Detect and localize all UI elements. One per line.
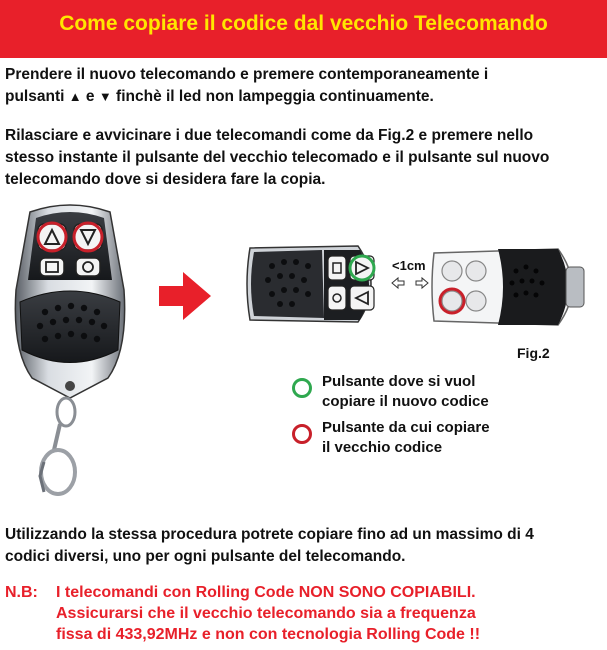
legend-green	[292, 372, 489, 412]
intro-line-2b: finchè il led non lampeggia continuamente.	[116, 88, 434, 105]
old-remote-image	[428, 243, 588, 331]
new-remote-side-image	[238, 238, 388, 330]
legend-red-line-1: Pulsante da cui copiare	[322, 419, 490, 436]
red-circle-icon	[292, 424, 312, 444]
instructions-line-2: stesso instante il pulsante del vecchio telecomado e il pulsante sul nuovo	[5, 149, 550, 166]
note-line-1: I telecomandi con Rolling Code NON SONO COPIABILI.	[56, 584, 476, 601]
arrow-down-icon: ▼	[98, 89, 112, 104]
footer-paragraph	[5, 524, 600, 568]
legend-green-line-1: Pulsante dove si vuol	[322, 373, 476, 390]
legend-red-line-2: il vecchio codice	[322, 439, 443, 456]
new-remote-image	[0, 200, 140, 505]
arrow-up-icon: ▲	[68, 89, 82, 104]
figure-label: Fig.2	[517, 345, 550, 361]
green-circle-icon	[292, 378, 312, 398]
instructions-paragraph	[5, 125, 605, 191]
intro-line-1: Prendere il nuovo telecomando e premere contemporaneamente i	[5, 66, 489, 83]
note-prefix: N.B:	[5, 584, 38, 601]
intro-paragraph	[5, 64, 595, 108]
proximity-arrows-icon	[390, 276, 430, 290]
intro-line-2a: pulsanti	[5, 88, 65, 105]
footer-line-1: Utilizzando la stessa procedura potrete copiare fino ad un massimo di 4	[5, 526, 534, 543]
title-banner	[0, 0, 607, 58]
note-line-3: fissa di 433,92MHz e non con tecnologia Rolling Code !!	[56, 626, 481, 643]
legend-red	[292, 418, 490, 458]
instructions-line-3: telecomando dove si desidera fare la copia.	[5, 171, 326, 188]
warning-note	[5, 582, 605, 645]
page-title: Come copiare il codice dal vecchio Telecomando	[59, 12, 548, 35]
red-arrow-icon	[157, 268, 213, 324]
note-line-2: Assicurarsi che il vecchio telecomando sia a frequenza	[56, 605, 476, 622]
legend-green-line-2: copiare il nuovo codice	[322, 393, 489, 410]
footer-line-2: codici diversi, uno per ogni pulsante del telecomando.	[5, 548, 406, 565]
intro-conjunction: e	[85, 88, 95, 105]
distance-label: <1cm	[392, 258, 426, 273]
instructions-line-1: Rilasciare e avvicinare i due telecomandi come da Fig.2 e premere nello	[5, 127, 534, 144]
